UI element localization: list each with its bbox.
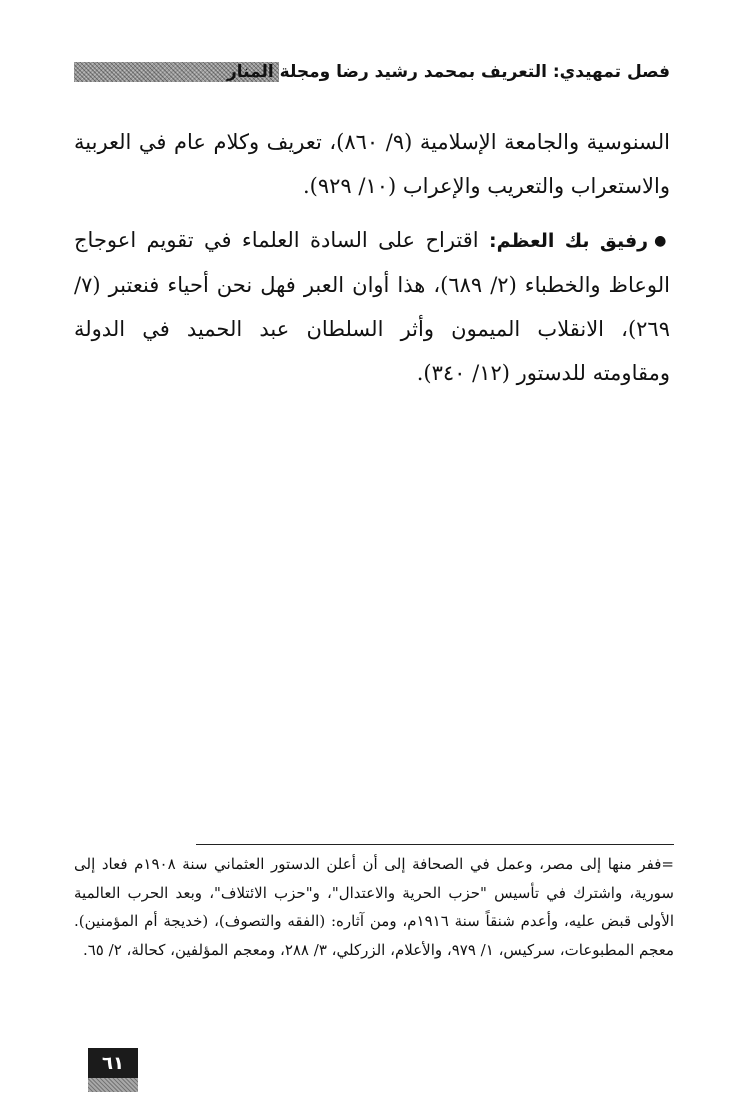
page-number-decoration — [88, 1078, 138, 1092]
header-title: فصل تمهيدي: التعريف بمحمد رشيد رضا ومجلة المنار — [227, 62, 670, 82]
footnote-divider — [196, 844, 674, 845]
paragraph-2 — [74, 218, 670, 395]
paragraph-1: السنوسية والجامعة الإسلامية (٩/ ٨٦٠)، تعريف وكلام عام في العربية والاستعراب والتعريب والإعراب (١٠/ ٩٢٩). — [74, 130, 670, 198]
main-text — [74, 120, 670, 405]
paragraph-2-text: اقتراح على السادة العلماء في تقويم اعوجاج الوعاظ والخطباء (٢/ ٦٨٩)، هذا أوان العبر فهل نحن أحياء فنعتبر (٧/ ٢٦٩)، الانقلاب الميمون وأثر السلطان عبد الحميد في الدولة ومقاومته للدستور (١٢/ ٣٤٠). — [74, 228, 670, 385]
running-header — [74, 58, 670, 86]
page-number: ٦١ — [88, 1048, 138, 1078]
paragraph-2-lead: رفيق بك العظم: — [489, 230, 649, 252]
bullet-icon: ● — [654, 233, 670, 249]
footnote: =ففر منها إلى مصر، وعمل في الصحافة إلى أن أعلن الدستور العثماني سنة ١٩٠٨م فعاد إلى سورية، واشترك في تأسيس "حزب الحرية والاعتدال"، و"حزب الائتلاف"، وبعد الحرب العالمية الأولى قبض عليه، وأعدم شنقاً سنة ١٩١٦م، ومن آثاره: (الفقه والتصوف)، (خديجة أم المؤمنين). معجم المطبوعات، سركيس، ١/ ٩٧٩، والأعلام، الزركلي، ٣/ ٢٨٨، ومعجم المؤلفين، كحالة، ٢/ ٦٥. — [74, 855, 674, 959]
